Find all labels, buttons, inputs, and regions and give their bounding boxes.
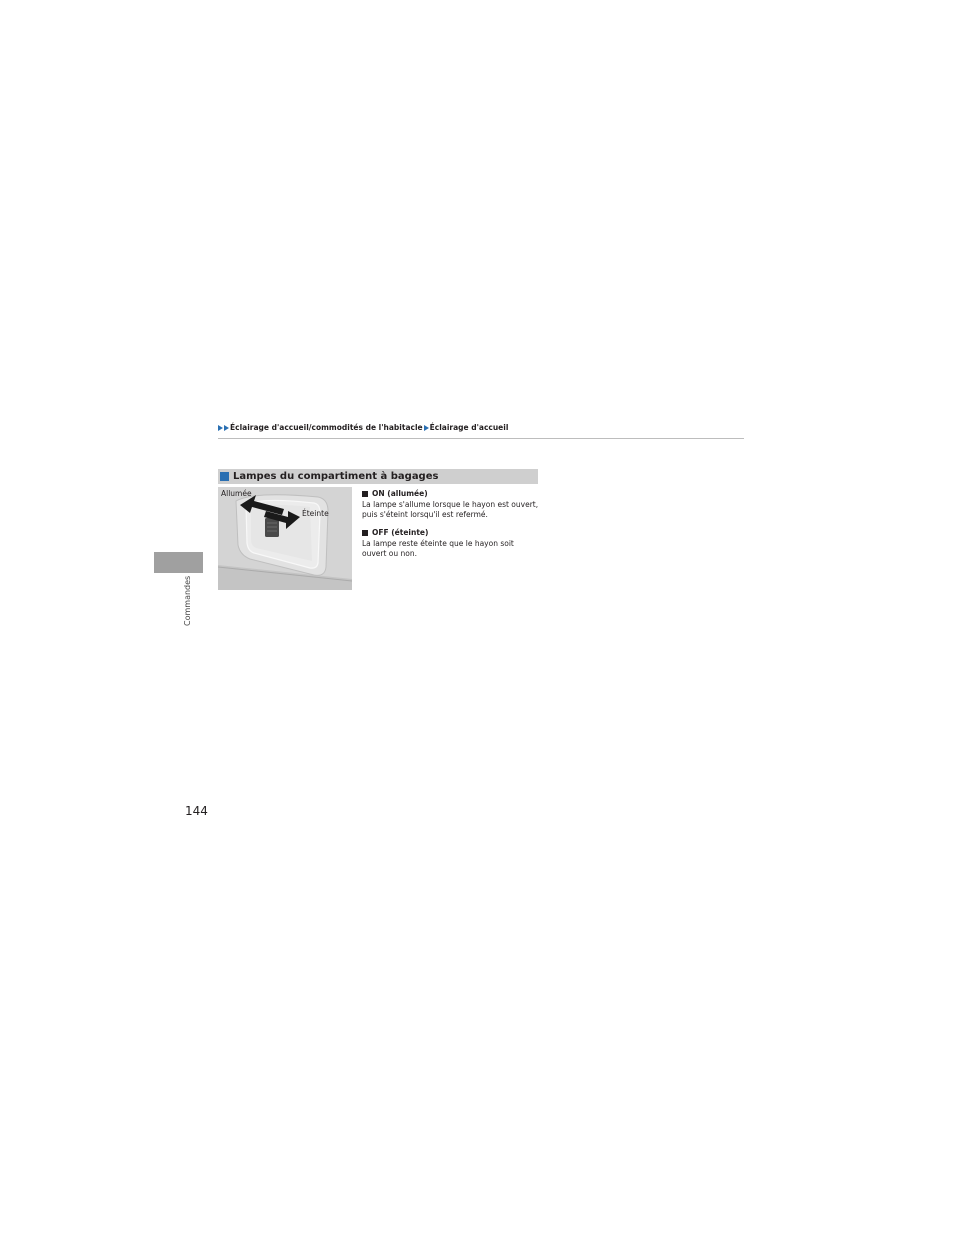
breadcrumb-item: Éclairage d'accueil: [429, 423, 509, 432]
section-bullet-icon: [220, 472, 229, 481]
breadcrumb-arrow-icon: [224, 425, 229, 431]
item-on: [362, 489, 540, 521]
square-bullet-icon: [362, 530, 368, 536]
section-header: [218, 469, 538, 484]
item-heading-text: ON (allumée): [372, 489, 428, 498]
square-bullet-icon: [362, 491, 368, 497]
item-body: La lampe s'allume lorsque le hayon est ouvert, puis s'éteint lorsqu'il est refermé.: [362, 499, 539, 519]
section-title: Lampes du compartiment à bagages: [233, 471, 439, 482]
header-divider: [218, 438, 744, 439]
label-on: Allumée: [221, 489, 252, 498]
breadcrumb: [218, 423, 508, 432]
item-heading: [362, 528, 540, 539]
item-body: La lampe reste éteinte que le hayon soit ouvert ou non.: [362, 538, 514, 558]
chapter-label: Commandes: [183, 576, 192, 627]
cargo-lamp-illustration: [218, 487, 352, 590]
chapter-tab: [154, 552, 203, 573]
item-heading: [362, 489, 540, 500]
breadcrumb-item: Éclairage d'accueil/commodités de l'habitacle: [230, 423, 423, 432]
page-number: 144: [185, 804, 208, 818]
item-heading-text: OFF (éteinte): [372, 528, 429, 537]
breadcrumb-arrow-icon: [424, 425, 429, 431]
label-off: Éteinte: [302, 509, 329, 518]
breadcrumb-arrow-icon: [218, 425, 223, 431]
item-off: [362, 528, 540, 560]
